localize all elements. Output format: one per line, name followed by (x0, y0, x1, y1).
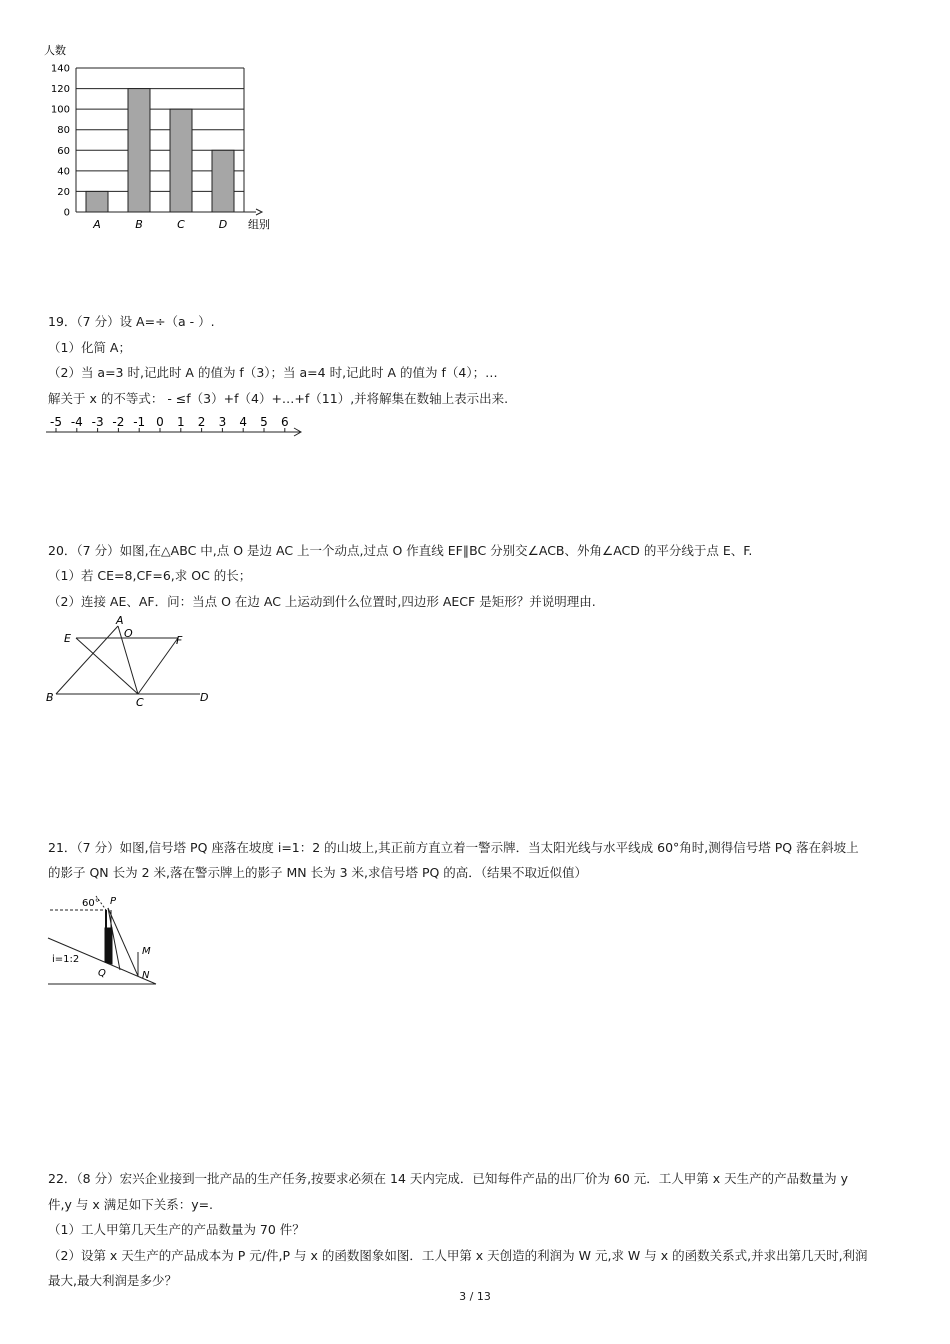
number-line (44, 412, 308, 440)
q20-part2: （2）连接 AE、AF．问：当点 O 在边 AC 上运动到什么位置时,四边形 AECF 是矩形？并说明理由. (48, 594, 596, 609)
bar-b (128, 89, 150, 212)
label-p: P (110, 896, 117, 907)
q20-part1: （1）若 CE=8,CF=6,求 OC 的长； (48, 568, 252, 583)
y-tick-label: 80 (57, 125, 70, 137)
q22-part4: 最大,最大利润是多少？ (48, 1273, 177, 1288)
q19-title: 19．（7 分）设 A=÷（a - ）. (48, 314, 215, 329)
label-f: F (176, 634, 183, 647)
number-line-label: -1 (133, 415, 146, 429)
q22-title: 22．（8 分）宏兴企业接到一批产品的生产任务,按要求必须在 14 天内完成．已知每件产品的出厂价为 60 元．工人甲第 x 天生产的产品数量为 y (48, 1171, 848, 1186)
q19-part1: （1）化简 A； (48, 340, 131, 355)
label-d: D (200, 691, 209, 704)
label-slope: i=1:2 (52, 954, 80, 965)
segment-ec (76, 638, 138, 694)
x-axis-label: 组别 (248, 218, 270, 231)
number-line-label: -3 (91, 415, 104, 429)
number-line-label: 1 (176, 415, 185, 429)
q21-part1: 的影子 QN 长为 2 米,落在警示牌上的影子 MN 长为 3 米,求信号塔 PQ 的高．（结果不取近似值） (48, 865, 588, 880)
bar-chart (40, 40, 280, 240)
label-n: N (142, 970, 150, 981)
x-tick-label: C (177, 218, 185, 231)
page-number: 3 / 13 (459, 1290, 491, 1303)
number-line-label: 4 (239, 415, 248, 429)
q19-part3: 解关于 x 的不等式： - ≤f（3）+f（4）+…+f（11）,并将解集在数轴上表示出来. (48, 391, 509, 406)
q22-part2: （1）工人甲第几天生产的产品数量为 70 件？ (48, 1222, 305, 1237)
y-tick-label: 120 (50, 84, 70, 96)
number-line-label: -4 (70, 415, 83, 429)
label-q: Q (98, 968, 106, 979)
number-line-label: 0 (156, 415, 164, 429)
number-line-label: -5 (50, 415, 62, 429)
x-tick-label: D (218, 218, 228, 231)
segment-cf (138, 638, 178, 694)
label-m: M (142, 946, 151, 957)
q22-part3: （2）设第 x 天生产的产品成本为 P 元/件,P 与 x 的函数图象如图．工人甲第 x 天创造的利润为 W 元,求 W 与 x 的函数关系式,并求出第几天时,利润 (48, 1248, 868, 1263)
x-axis-arrow (256, 209, 262, 215)
number-line-label: 5 (260, 415, 268, 429)
y-tick-label: 140 (50, 63, 70, 75)
y-axis-label: 人数 (44, 44, 66, 57)
y-tick-label: 100 (50, 104, 70, 116)
q20-title: 20．（7 分）如图,在△ABC 中,点 O 是边 AC 上一个动点,过点 O 作直线 EF∥BC 分别交∠ACB、外角∠ACD 的平分线于点 E、F. (48, 543, 753, 558)
q20-triangle-figure (40, 612, 230, 712)
y-tick-label: 60 (57, 145, 70, 157)
number-line-label: 3 (218, 415, 227, 429)
y-tick-label: 20 (57, 186, 70, 198)
label-e: E (64, 632, 71, 645)
bar-c (170, 109, 192, 212)
label-a: A (116, 614, 124, 627)
label-o: O (124, 627, 133, 640)
q22-part1: 件,y 与 x 满足如下关系：y=. (48, 1197, 214, 1212)
number-line-label: -2 (112, 415, 125, 429)
q19-part2: （2）当 a=3 时,记此时 A 的值为 f（3）；当 a=4 时,记此时 A 的值为 f（4）；… (48, 365, 498, 380)
q21-slope-figure (40, 890, 170, 990)
y-tick-label: 0 (63, 207, 70, 219)
label-b: B (46, 691, 54, 704)
number-line-label: 2 (197, 415, 206, 429)
number-line-label: 6 (280, 415, 289, 429)
bar-a (86, 191, 108, 212)
q21-slope-svg (40, 890, 170, 990)
label-60deg: 60° (82, 898, 100, 909)
x-tick-label: B (135, 218, 143, 231)
bar-chart-svg (40, 40, 280, 240)
q20-triangle-svg (40, 612, 230, 712)
x-tick-label: A (93, 218, 101, 231)
tower-pq (105, 928, 112, 964)
y-tick-label: 40 (57, 166, 70, 178)
number-line-svg (44, 412, 308, 440)
q21-title: 21．（7 分）如图,信号塔 PQ 座落在坡度 i=1：2 的山坡上,其正前方直立着一警示牌．当太阳光线与水平线成 60°角时,测得信号塔 PQ 落在斜坡上 (48, 840, 859, 855)
bar-d (212, 150, 234, 212)
label-c: C (136, 696, 144, 709)
